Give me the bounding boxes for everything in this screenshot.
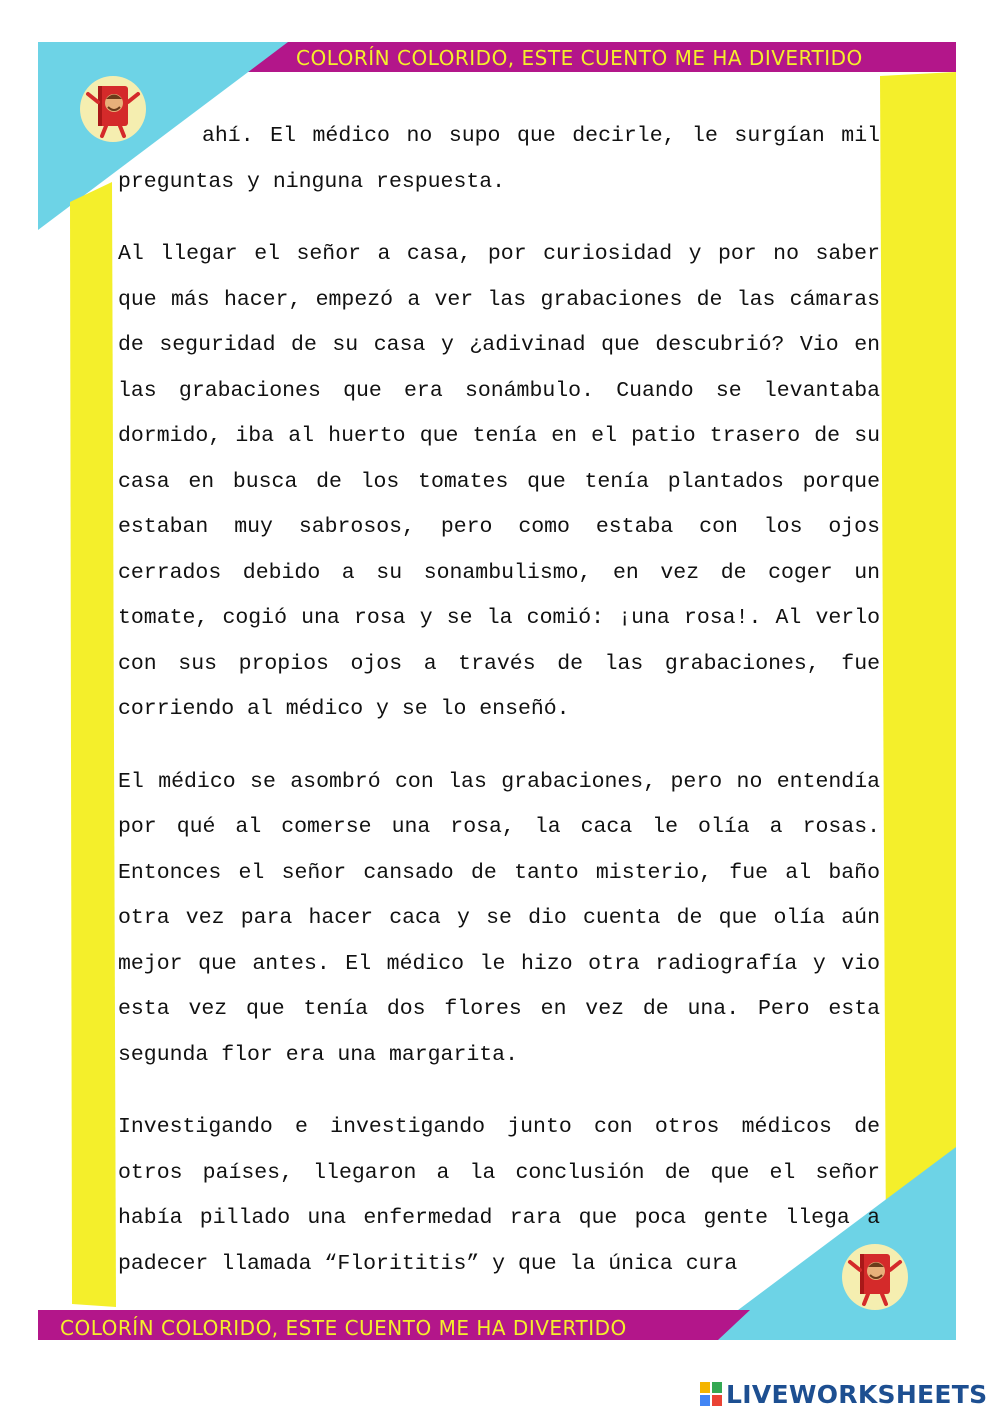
watermark-text: LIVEWORKSHEETS [726,1379,988,1409]
top-banner-text: COLORÍN COLORIDO, ESTE CUENTO ME HA DIVERTIDO [296,46,863,70]
worksheet-page [38,42,956,1340]
liveworksheets-logo [700,1380,987,1408]
liveworksheets-logo-icon [700,1382,722,1406]
story-paragraph: ahí. El médico no supo que decirle, le surgían mil preguntas y ninguna respuesta. [118,124,880,194]
right-yellow-strip [880,72,956,1252]
bottom-banner-text: COLORÍN COLORIDO, ESTE CUENTO ME HA DIVERTIDO [60,1316,627,1340]
story-text [118,114,880,1314]
story-paragraph: Investigando e investigando junto con otros médicos de otros países, llegaron a la conclusión de que el señor había pillado una enfermedad rara que poca gente llega a padecer llamada “Florititis” y que la única cura [118,1115,880,1276]
story-paragraph: El médico se asombró con las grabaciones, pero no entendía por qué al comerse una rosa, la caca le olía a rosas. Entonces el señor cansado de tanto misterio, fue al baño otra vez para hacer caca y se dio cuenta de que olía aún mejor que antes. El médico le hizo otra radiografía y vio esta vez que tenía dos flores en vez de una. Pero esta segunda flor era una margarita. [118,769,880,1067]
left-yellow-strip [70,182,116,1307]
story-paragraph: Al llegar el señor a casa, por curiosidad y por no saber que más hacer, empezó a ver las grabaciones de las cámaras de seguridad de su casa y ¿adivinad que descubrió? Vio en las grabaciones que era sonámbulo. Cuando se levantaba dormido, iba al huerto que tenía en el patio trasero de su casa en busca de los tomates que tenía plantados porque estaban muy sabrosos, pero como estaba con los ojos cerrados debido a su sonambulismo, en vez de coger un tomate, cogió una rosa y se la comió: ¡una rosa!. Al verlo con sus propios ojos a través de las grabaciones, fue corriendo al médico y se lo enseñó. [118,242,880,721]
